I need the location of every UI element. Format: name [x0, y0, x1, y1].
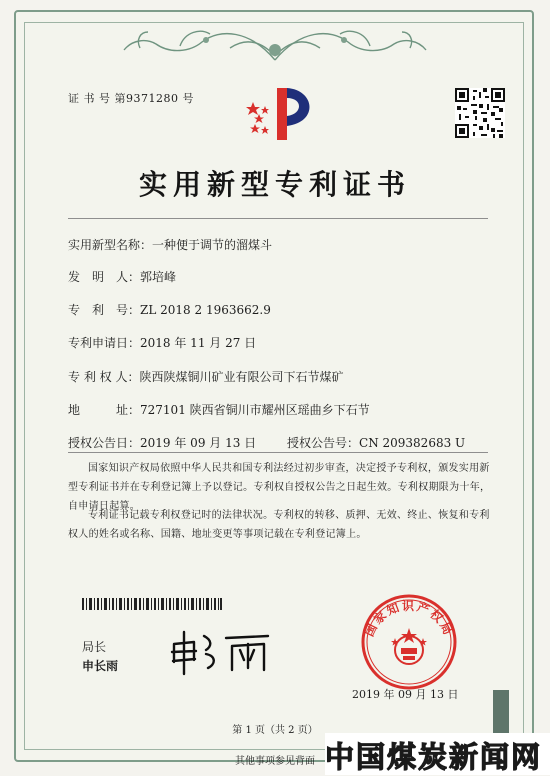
body-paragraph-1: 国家知识产权局依照中华人民共和国专利法经过初步审查，决定授予专利权，颁发实用新型专利证书并在专利登记簿上予以登记。专利权自授权公告之日起生效。专利权期限为十年，自申请日起算。	[68, 463, 491, 512]
grant-date-value: 2019 年 09 月 13 日	[140, 436, 257, 450]
seal-text: 国家知识产权局	[362, 599, 456, 639]
divider-top	[68, 218, 488, 219]
watermark-text: 中国煤炭新闻网	[325, 740, 543, 774]
patent-number-row	[68, 301, 271, 318]
patent-office-logo-icon	[245, 82, 325, 144]
certificate-title: 实用新型专利证书	[138, 168, 411, 201]
body-paragraph-2: 专利证书记载专利权登记时的法律状况。专利权的转移、质押、无效、终止、恢复和专利权人的姓名或名称、国籍、地址变更等事项记载在专利登记簿上。	[68, 510, 490, 540]
filing-date-label: 专利申请日：	[68, 336, 141, 350]
filing-date-value: 2018 年 11 月 27 日	[140, 336, 257, 350]
address-label: 地 址：	[68, 403, 141, 417]
patent-number-value: ZL 2018 2 1963662.9	[140, 303, 271, 317]
director-name: 申长雨	[82, 659, 119, 673]
divider-bottom	[68, 452, 488, 453]
certificate-number: 证 书 号 第9371280 号	[68, 92, 194, 105]
grant-date-row	[68, 434, 256, 451]
inventor-label: 发 明 人：	[68, 270, 141, 284]
grant-number-value: CN 209382683 U	[359, 436, 466, 450]
official-seal-icon	[345, 592, 473, 698]
grant-date-label: 授权公告日：	[68, 436, 141, 450]
address-row	[68, 401, 370, 418]
grant-number-row	[287, 434, 465, 451]
utility-name-value: 一种便于调节的溜煤斗	[152, 238, 273, 252]
patent-holder-row	[68, 368, 343, 385]
barcode-icon	[82, 598, 222, 610]
inventor-row	[68, 268, 176, 285]
seal-date: 2019 年 09 月 13 日	[352, 688, 459, 701]
watermark	[325, 733, 550, 775]
patent-number-label: 专 利 号：	[68, 303, 141, 317]
qr-code-icon	[455, 88, 505, 138]
ornament-header	[110, 20, 440, 68]
grant-number-label: 授权公告号：	[287, 436, 360, 450]
filing-date-row	[68, 334, 256, 351]
utility-name-label: 实用新型名称：	[68, 238, 153, 252]
address-value: 727101 陕西省铜川市耀州区瑶曲乡下石节	[140, 403, 370, 417]
patent-holder-value: 陕西陕煤铜川矿业有限公司下石节煤矿	[139, 370, 344, 384]
side-tab	[493, 690, 509, 738]
inventor-value: 郭培峰	[140, 270, 177, 284]
director-signature-icon	[168, 628, 288, 676]
page-number: 第 1 页（共 2 页）	[232, 725, 318, 736]
footer-note: 其他事项参见背面	[235, 756, 315, 767]
patent-holder-label: 专 利 权 人：	[68, 370, 140, 384]
utility-name-row	[68, 236, 272, 253]
director-title: 局长	[82, 640, 107, 654]
